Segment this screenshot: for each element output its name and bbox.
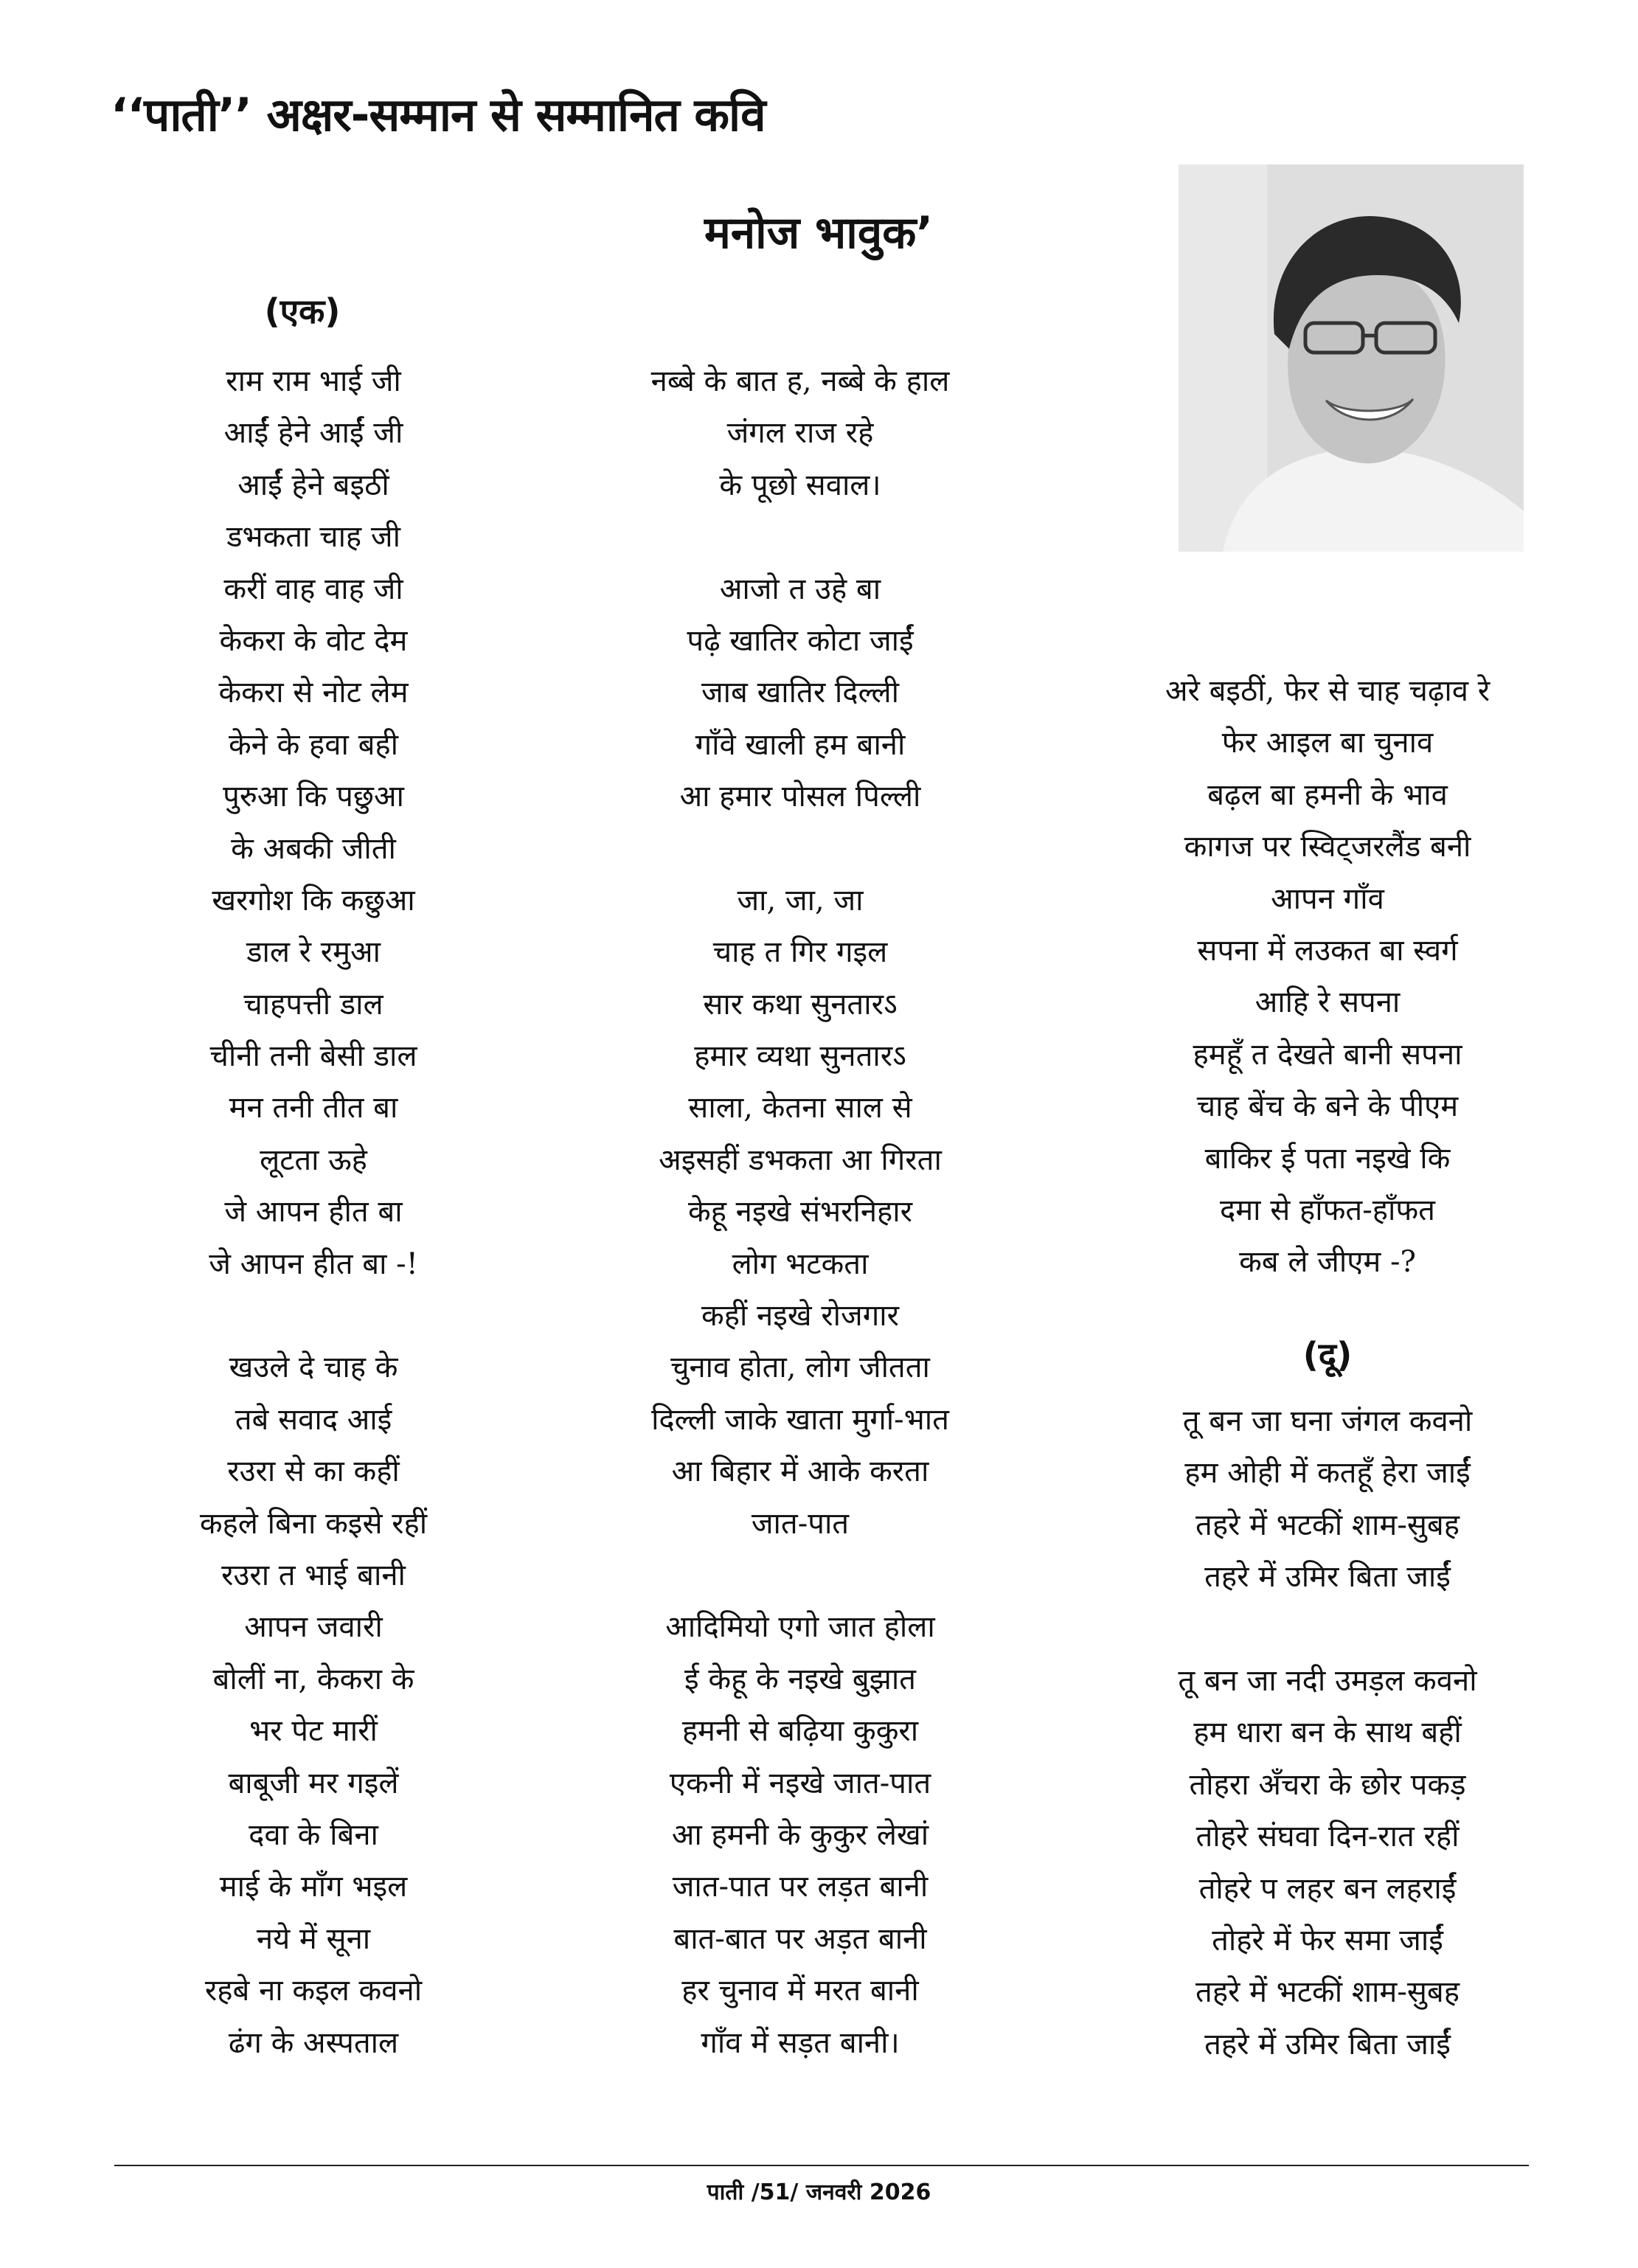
- poem-line: चीनी तनी बेसी डाल: [209, 1039, 417, 1074]
- poem-line: तू बन जा नदी उमड़ल कवनो: [1178, 1663, 1477, 1698]
- poem-line: तोहरे में फेर समा जाईं: [1212, 1923, 1443, 1957]
- poem-line: खउले दे चाह के: [229, 1350, 398, 1385]
- poem-line: चाह त गिर गइल: [712, 935, 888, 970]
- poem-line: चुनाव होता, लोग जीतता: [670, 1350, 930, 1385]
- poem-line: नब्बे के बात ह, नब्बे के हाल: [650, 364, 950, 398]
- stanza-gap: [111, 1290, 516, 1342]
- poem-line: बोलीं ना, केकरा के: [212, 1662, 414, 1696]
- page-footer: पाती /51/ जनवरी 2026: [707, 2179, 931, 2205]
- poem-line: केहू नइखे संभरनिहार: [688, 1195, 912, 1230]
- poem-line: जा, जा, जा: [737, 883, 864, 918]
- poem-line: बढ़ल बा हमनी के भाव: [1207, 777, 1448, 812]
- poem-line: तोहरे संघवा दिन-रात रहीं: [1195, 1820, 1460, 1854]
- poem-line: आपन गाँव: [1271, 881, 1384, 916]
- poem-line: आदिमियो एगो जात होला: [665, 1610, 935, 1645]
- poem-line: तोहरा अँचरा के छोर पकड़: [1189, 1767, 1466, 1802]
- poem-line: आ हमार पोसल पिल्ली: [679, 780, 921, 814]
- poem-line: पढ़े खातिर कोटा जाईं: [687, 623, 914, 658]
- poem-line: केकरा से नोट लेम: [218, 676, 409, 710]
- poem-line: आपन जवारी: [244, 1610, 383, 1645]
- poem-line: केकरा के वोट देम: [219, 623, 408, 658]
- poem-line: आ हमनी के कुकुर लेखां: [671, 1817, 929, 1852]
- poet-name: मनोज भावुक’: [704, 207, 934, 259]
- poem-line: पुरुआ कि पछुआ: [223, 780, 404, 814]
- poem-line: तबे सवाद आई: [235, 1402, 392, 1437]
- poem-line: हम धारा बन के साथ बहीं: [1193, 1716, 1462, 1750]
- poem-line: जंगल राज रहे: [726, 416, 874, 451]
- poem-line: अरे बइठीं, फेर से चाह चढ़ाव रे: [1165, 674, 1490, 708]
- poem-line: फेर आइल बा चुनाव: [1221, 726, 1434, 760]
- poem-line: कागज पर स्विट्जरलैंड बनी: [1184, 830, 1471, 864]
- poem-line: आजो त उहे बा: [719, 572, 881, 606]
- poem-line: दमा से हाँफत-हाँफत: [1220, 1193, 1435, 1227]
- poem-line: चाह बेंच के बने के पीएम: [1196, 1089, 1459, 1124]
- poem-line: जे आपन हीत बा: [224, 1195, 403, 1230]
- poet-photo: [1179, 164, 1524, 552]
- poem-line: केने के हवा बही: [228, 727, 399, 762]
- poem-line: तू बन जा घना जंगल कवनो: [1182, 1404, 1473, 1438]
- poem-line: लूटता ऊहे: [260, 1142, 367, 1177]
- poem-line: गाँव में सड़त बानी।: [701, 2025, 900, 2060]
- poem-line: हमनी से बढ़िया कुकुरा: [681, 1714, 919, 1749]
- poem-line: बात-बात पर अड़त बानी: [673, 1921, 927, 1956]
- poem-line: गाँवे खाली हम बानी: [695, 727, 906, 762]
- stanza-gap: [583, 1550, 1018, 1601]
- section-one-heading: (एक): [264, 291, 341, 331]
- poem-line: जात-पात: [751, 1506, 850, 1541]
- poem-line: तहरे में भटकीं शाम-सुबह: [1195, 1508, 1460, 1542]
- poem-line: तहरे में भटकीं शाम-सुबह: [1195, 1975, 1460, 2010]
- poem-line: रहबे ना कइल कवनो: [204, 1974, 423, 2008]
- poem-line: बाबूजी मर गइलें: [228, 1766, 399, 1800]
- poem-line: माई के माँग भइल: [219, 1870, 408, 1904]
- poem-line: हर चुनाव में मरत बानी: [681, 1974, 919, 2008]
- poem-line: रउरा त भाई बानी: [221, 1558, 406, 1592]
- poem-one-column-3: [1106, 665, 1549, 1289]
- poem-line: डाल रे रमुआ: [246, 935, 381, 970]
- poem-line: तोहरे प लहर बन लहराईं: [1198, 1871, 1457, 1906]
- poem-line: तहरे में उमिर बिता जाईं: [1204, 1560, 1451, 1595]
- poem-line: दवा के बिना: [249, 1817, 378, 1852]
- poem-line: भर पेट मारीं: [249, 1714, 378, 1749]
- poem-line: कहीं नइखे रोजगार: [701, 1299, 899, 1334]
- poem-one-column-2: [583, 356, 1018, 2069]
- poem-line: आईं हेने आईं जी: [223, 416, 403, 451]
- page-heading: ‘‘पाती’’ अक्षर-सम्मान से सम्मानित कवि: [111, 88, 766, 142]
- poem-line: तहरे में उमिर बिता जाईं: [1204, 2027, 1451, 2061]
- stanza-gap: [583, 823, 1018, 875]
- poem-line: आ बिहार में आके करता: [671, 1454, 929, 1489]
- poem-line: ढंग के अस्पताल: [228, 2025, 399, 2060]
- poem-line: हमार व्यथा सुनतारऽ: [694, 1039, 906, 1074]
- poem-line: मन तनी तीत बा: [229, 1091, 398, 1126]
- poem-line: कब ले जीएम -?: [1239, 1245, 1416, 1280]
- poem-line: नये में सूना: [256, 1921, 371, 1956]
- poem-line: जात-पात पर लड़त बानी: [672, 1870, 929, 1904]
- portrait-image: [1179, 164, 1524, 552]
- poem-line: ई केहू के नइखे बुझात: [684, 1662, 916, 1696]
- stanza-gap: [1106, 1603, 1549, 1655]
- poem-line: के अबकी जीती: [231, 831, 396, 866]
- poem-line: के पूछो सवाल।: [719, 468, 881, 502]
- section-two-heading: (दू): [1302, 1335, 1353, 1375]
- poem-line: लोग भटकता: [732, 1246, 869, 1281]
- poem-line: हम ओही में कतहूँ हेरा जाईं: [1184, 1456, 1471, 1491]
- poem-line: सपना में लउकत बा स्वर्ग: [1197, 933, 1458, 968]
- poem-line: जे आपन हीत बा -!: [209, 1246, 418, 1281]
- poem-one-column-1: [111, 356, 516, 2069]
- poem-line: अइसहीं डभकता आ गिरता: [659, 1142, 942, 1177]
- poem-line: डभकता चाह जी: [226, 520, 400, 555]
- poem-line: रउरा से का कहीं: [227, 1454, 400, 1489]
- poem-line: साला, केतना साल से: [688, 1091, 912, 1126]
- poem-line: सार कथा सुनतारऽ: [703, 987, 898, 1022]
- poem-line: बाकिर ई पता नइखे कि: [1204, 1141, 1451, 1176]
- poem-line: आहि रे सपना: [1254, 985, 1401, 1020]
- poem-line: दिल्ली जाके खाता मुर्गा-भात: [651, 1402, 949, 1437]
- poem-line: आईं हेने बइठीं: [237, 468, 389, 502]
- poem-line: चाहपत्ती डाल: [243, 987, 384, 1022]
- poem-line: करीं वाह वाह जी: [223, 572, 403, 606]
- poem-line: हमहूँ त देखते बानी सपना: [1193, 1037, 1462, 1072]
- poem-line: एकनी में नइखे जात-पात: [669, 1766, 931, 1800]
- poem-line: खरगोश कि कछुआ: [212, 883, 415, 918]
- poem-line: जाब खातिर दिल्ली: [701, 676, 900, 710]
- poem-line: राम राम भाई जी: [226, 364, 401, 398]
- poem-two-column: [1106, 1395, 1549, 2070]
- stanza-gap: [583, 511, 1018, 563]
- poem-line: कहले बिना कइसे रहीं: [199, 1506, 428, 1541]
- footer-divider: [114, 2165, 1529, 2166]
